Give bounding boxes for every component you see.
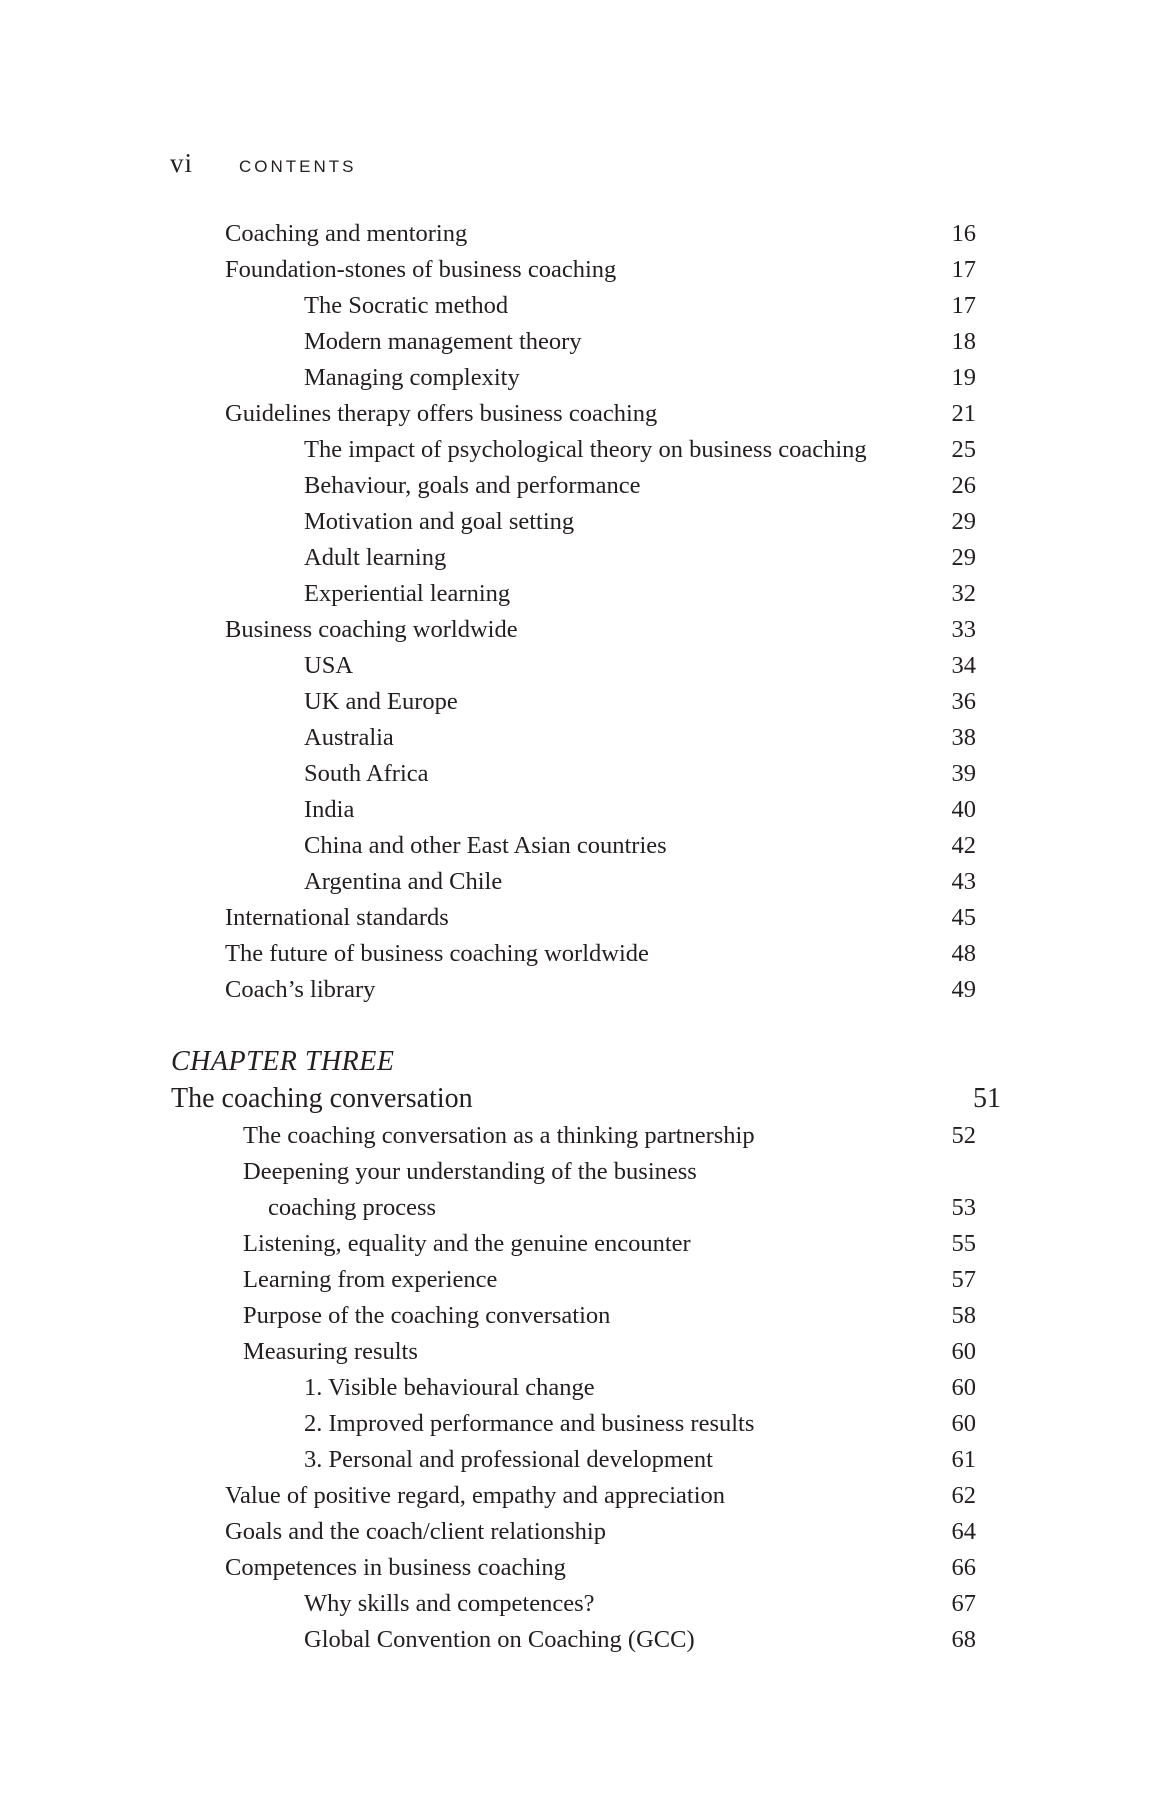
- toc-entry-label: Measuring results: [243, 1338, 418, 1365]
- toc-entry-label: UK and Europe: [304, 688, 458, 715]
- toc-entry-label: USA: [304, 652, 354, 679]
- toc-entry-page: 19: [951, 364, 976, 391]
- toc-entry-label: Foundation-stones of business coaching: [225, 256, 617, 283]
- toc-entry-label: Motivation and goal setting: [304, 508, 575, 535]
- toc-entry-page: 53: [951, 1194, 976, 1221]
- toc-entry-page: 32: [951, 580, 976, 607]
- toc-entry-page: 64: [951, 1518, 976, 1545]
- toc-entry-label: Experiential learning: [304, 580, 511, 607]
- toc-entry-page: 40: [951, 796, 976, 823]
- toc-entry-label: Guidelines therapy offers business coaching: [225, 400, 658, 427]
- toc-entry-label: Managing complexity: [304, 364, 520, 391]
- toc-entry-page: 34: [951, 652, 976, 679]
- toc-entry-label: Deepening your understanding of the business: [243, 1158, 697, 1185]
- chapter-title: The coaching conversation: [171, 1083, 473, 1114]
- toc-entry-label: International standards: [225, 904, 449, 931]
- toc-entry-page: 60: [951, 1338, 976, 1365]
- toc-entry-label: The coaching conversation as a thinking partnership: [243, 1122, 755, 1149]
- toc-entry-label: Modern management theory: [304, 328, 582, 355]
- toc-entry-page: 43: [951, 868, 976, 895]
- running-head: [170, 148, 357, 188]
- toc-entry-page: 60: [951, 1374, 976, 1401]
- toc-entry-page: 26: [951, 472, 976, 499]
- toc-entry-label: 3. Personal and professional development: [304, 1446, 713, 1473]
- toc-entry-page: 17: [951, 256, 976, 283]
- chapter-title-row[interactable]: [171, 1081, 1001, 1117]
- toc-entry-page: 29: [951, 508, 976, 535]
- toc-entry-page: 48: [951, 940, 976, 967]
- toc-entry-label: Competences in business coaching: [225, 1554, 566, 1581]
- toc-entry-page: 21: [951, 400, 976, 427]
- toc-entry-page: 33: [951, 616, 976, 643]
- toc-entry-page: 62: [951, 1482, 976, 1509]
- toc-entry-page: 66: [951, 1554, 976, 1581]
- toc-entry-label: Value of positive regard, empathy and appreciation: [225, 1482, 726, 1509]
- toc-entry-label: 2. Improved performance and business results: [304, 1410, 755, 1437]
- toc-entry-page: 42: [951, 832, 976, 859]
- toc-entry-page: 45: [951, 904, 976, 931]
- toc-entry-label: China and other East Asian countries: [304, 832, 667, 859]
- toc-entry-page: 49: [951, 976, 976, 1003]
- toc-entry-page: 25: [951, 436, 976, 463]
- toc-entry-label: The future of business coaching worldwide: [225, 940, 649, 967]
- toc-entry-label: Listening, equality and the genuine encounter: [243, 1230, 691, 1257]
- toc-entry-page: 60: [951, 1410, 976, 1437]
- toc-entry-page: 68: [951, 1626, 976, 1653]
- toc-entry-label: The impact of psychological theory on business coaching: [304, 436, 867, 463]
- toc-entry-label: The Socratic method: [304, 292, 509, 319]
- toc-entry-label: coaching process: [268, 1194, 437, 1221]
- toc-entry-label: Coaching and mentoring: [225, 220, 468, 247]
- toc-entry-page: 58: [951, 1302, 976, 1329]
- toc-entry-label: Australia: [304, 724, 394, 751]
- toc-entry-page: 18: [951, 328, 976, 355]
- toc-entry-label: South Africa: [304, 760, 429, 787]
- toc-entry-page: 57: [951, 1266, 976, 1293]
- toc-entry-label: Global Convention on Coaching (GCC): [304, 1626, 695, 1653]
- toc-entry-label: Argentina and Chile: [304, 868, 503, 895]
- toc-entry-page: 67: [951, 1590, 976, 1617]
- toc-entry-page: 39: [951, 760, 976, 787]
- chapter-page: 51: [973, 1083, 1001, 1114]
- toc-entry-label: 1. Visible behavioural change: [304, 1374, 595, 1401]
- chapter-number: CHAPTER THREE: [171, 1046, 395, 1077]
- toc-entry-label: Why skills and competences?: [304, 1590, 595, 1617]
- toc-entry-label: Goals and the coach/client relationship: [225, 1518, 606, 1545]
- toc-entry-page: 29: [951, 544, 976, 571]
- page-folio: vi: [170, 148, 194, 178]
- toc-entry-page: 52: [951, 1122, 976, 1149]
- toc-entry-label: Adult learning: [304, 544, 447, 571]
- toc-entry-label: Business coaching worldwide: [225, 616, 518, 643]
- toc-entry-label: Behaviour, goals and performance: [304, 472, 641, 499]
- toc-entry-label: Coach’s library: [225, 976, 376, 1003]
- toc-entry-page: 61: [951, 1446, 976, 1473]
- toc-entry-label: India: [304, 796, 355, 823]
- toc-entry-page: 36: [951, 688, 976, 715]
- running-head-title: CONTENTS: [239, 157, 357, 176]
- toc-entry-page: 55: [951, 1230, 976, 1257]
- toc-entry-label: Purpose of the coaching conversation: [243, 1302, 611, 1329]
- toc-entry-label: Learning from experience: [243, 1266, 498, 1293]
- toc-entry-page: 17: [951, 292, 976, 319]
- toc-entry-page: 38: [951, 724, 976, 751]
- toc-entry-page: 16: [951, 220, 976, 247]
